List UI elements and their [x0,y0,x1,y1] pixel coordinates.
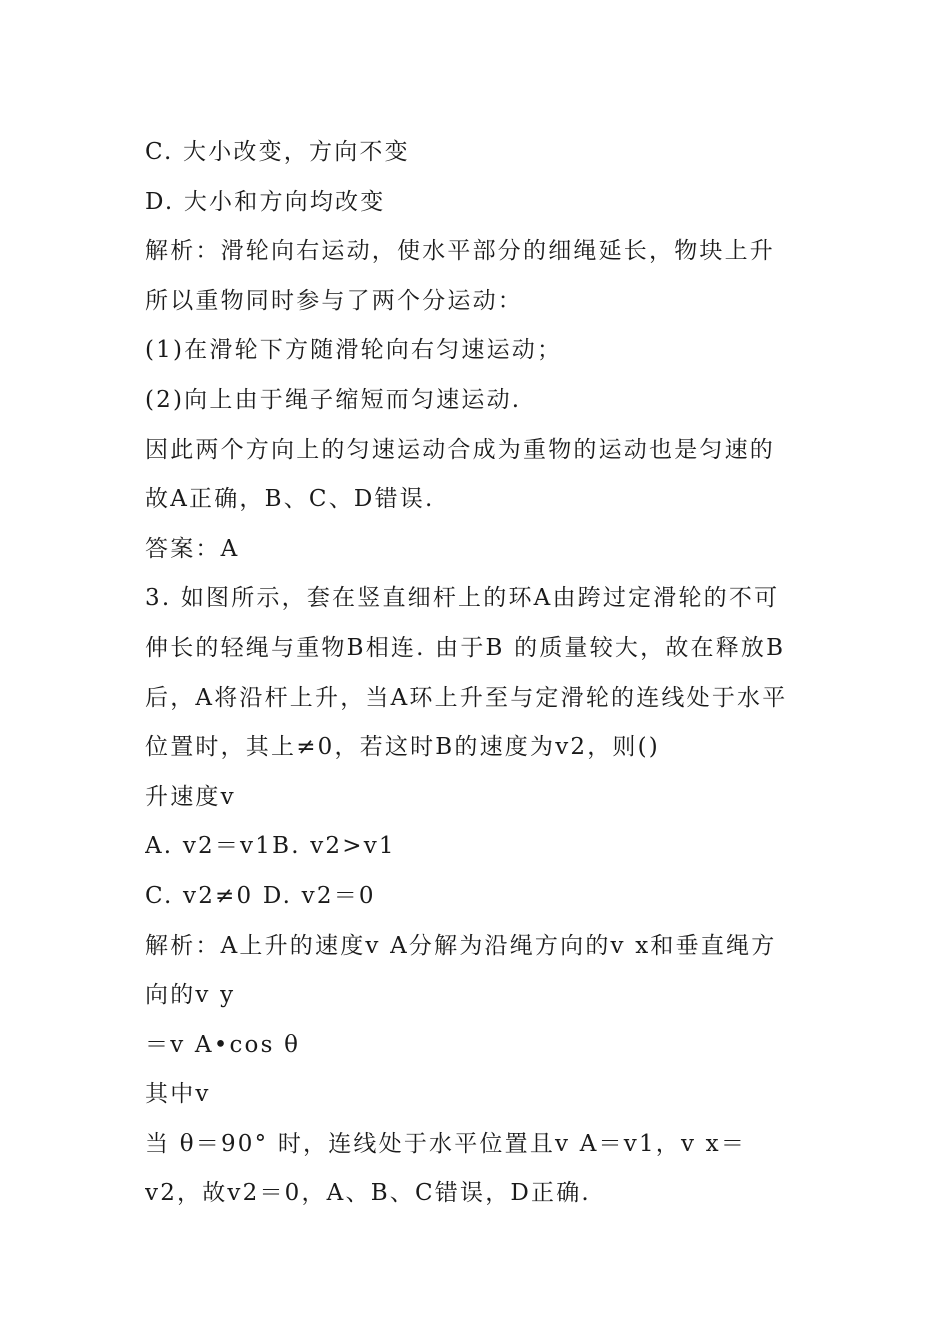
document-body [145,128,815,1219]
options-c-d: C. v2≠0 D. v2＝0 [145,882,376,909]
question-3-line-3: 后，A将沿杆上升，当A环上升至与定滑轮的连线处于水平 [145,684,788,711]
answer-line: 答案：A [145,535,240,562]
solution-line-2: 向的v y [145,982,236,1009]
analysis-line-1: 解析：滑轮向右运动，使水平部分的细绳延长，物块上升 [145,238,775,265]
question-3-line-4: 位置时，其上≠0，若这时B的速度为v2，则() [145,734,660,761]
option-c-text: C. 大小改变，方向不变 [145,139,410,165]
analysis-line-2: 所以重物同时参与了两个分运动： [145,287,523,314]
solution-formula: ＝v A•cos θ [145,1031,301,1058]
solution-line-1: 解析：A上升的速度v A分解为沿绳方向的v x和垂直绳方 [145,932,777,959]
solution-line-5: 当 θ＝90° 时，连线处于水平位置且v A＝v1，v x＝ [145,1130,747,1157]
analysis-conclusion: 因此两个方向上的匀速运动合成为重物的运动也是匀速的 [145,436,775,463]
question-3-line-5: 升速度v [145,783,236,810]
question-3-line-1: 3. 如图所示，套在竖直细杆上的环A由跨过定滑轮的不可 [145,585,780,612]
analysis-item-2: (2)向上由于绳子缩短而匀速运动. [145,386,522,413]
question-3-line-2: 伸长的轻绳与重物B相连. 由于B 的质量较大，故在释放B [145,634,786,661]
solution-line-4: 其中v [145,1081,211,1108]
options-a-b: A. v2＝v1B. v2>v1 [145,833,396,860]
option-d-text: D. 大小和方向均改变 [145,188,386,215]
solution-conclusion: v2，故v2＝0，A、B、C错误，D正确. [145,1180,591,1207]
analysis-result: 故A正确，B、C、D错误. [145,486,435,513]
analysis-item-1: (1)在滑轮下方随滑轮向右匀速运动； [145,337,563,364]
